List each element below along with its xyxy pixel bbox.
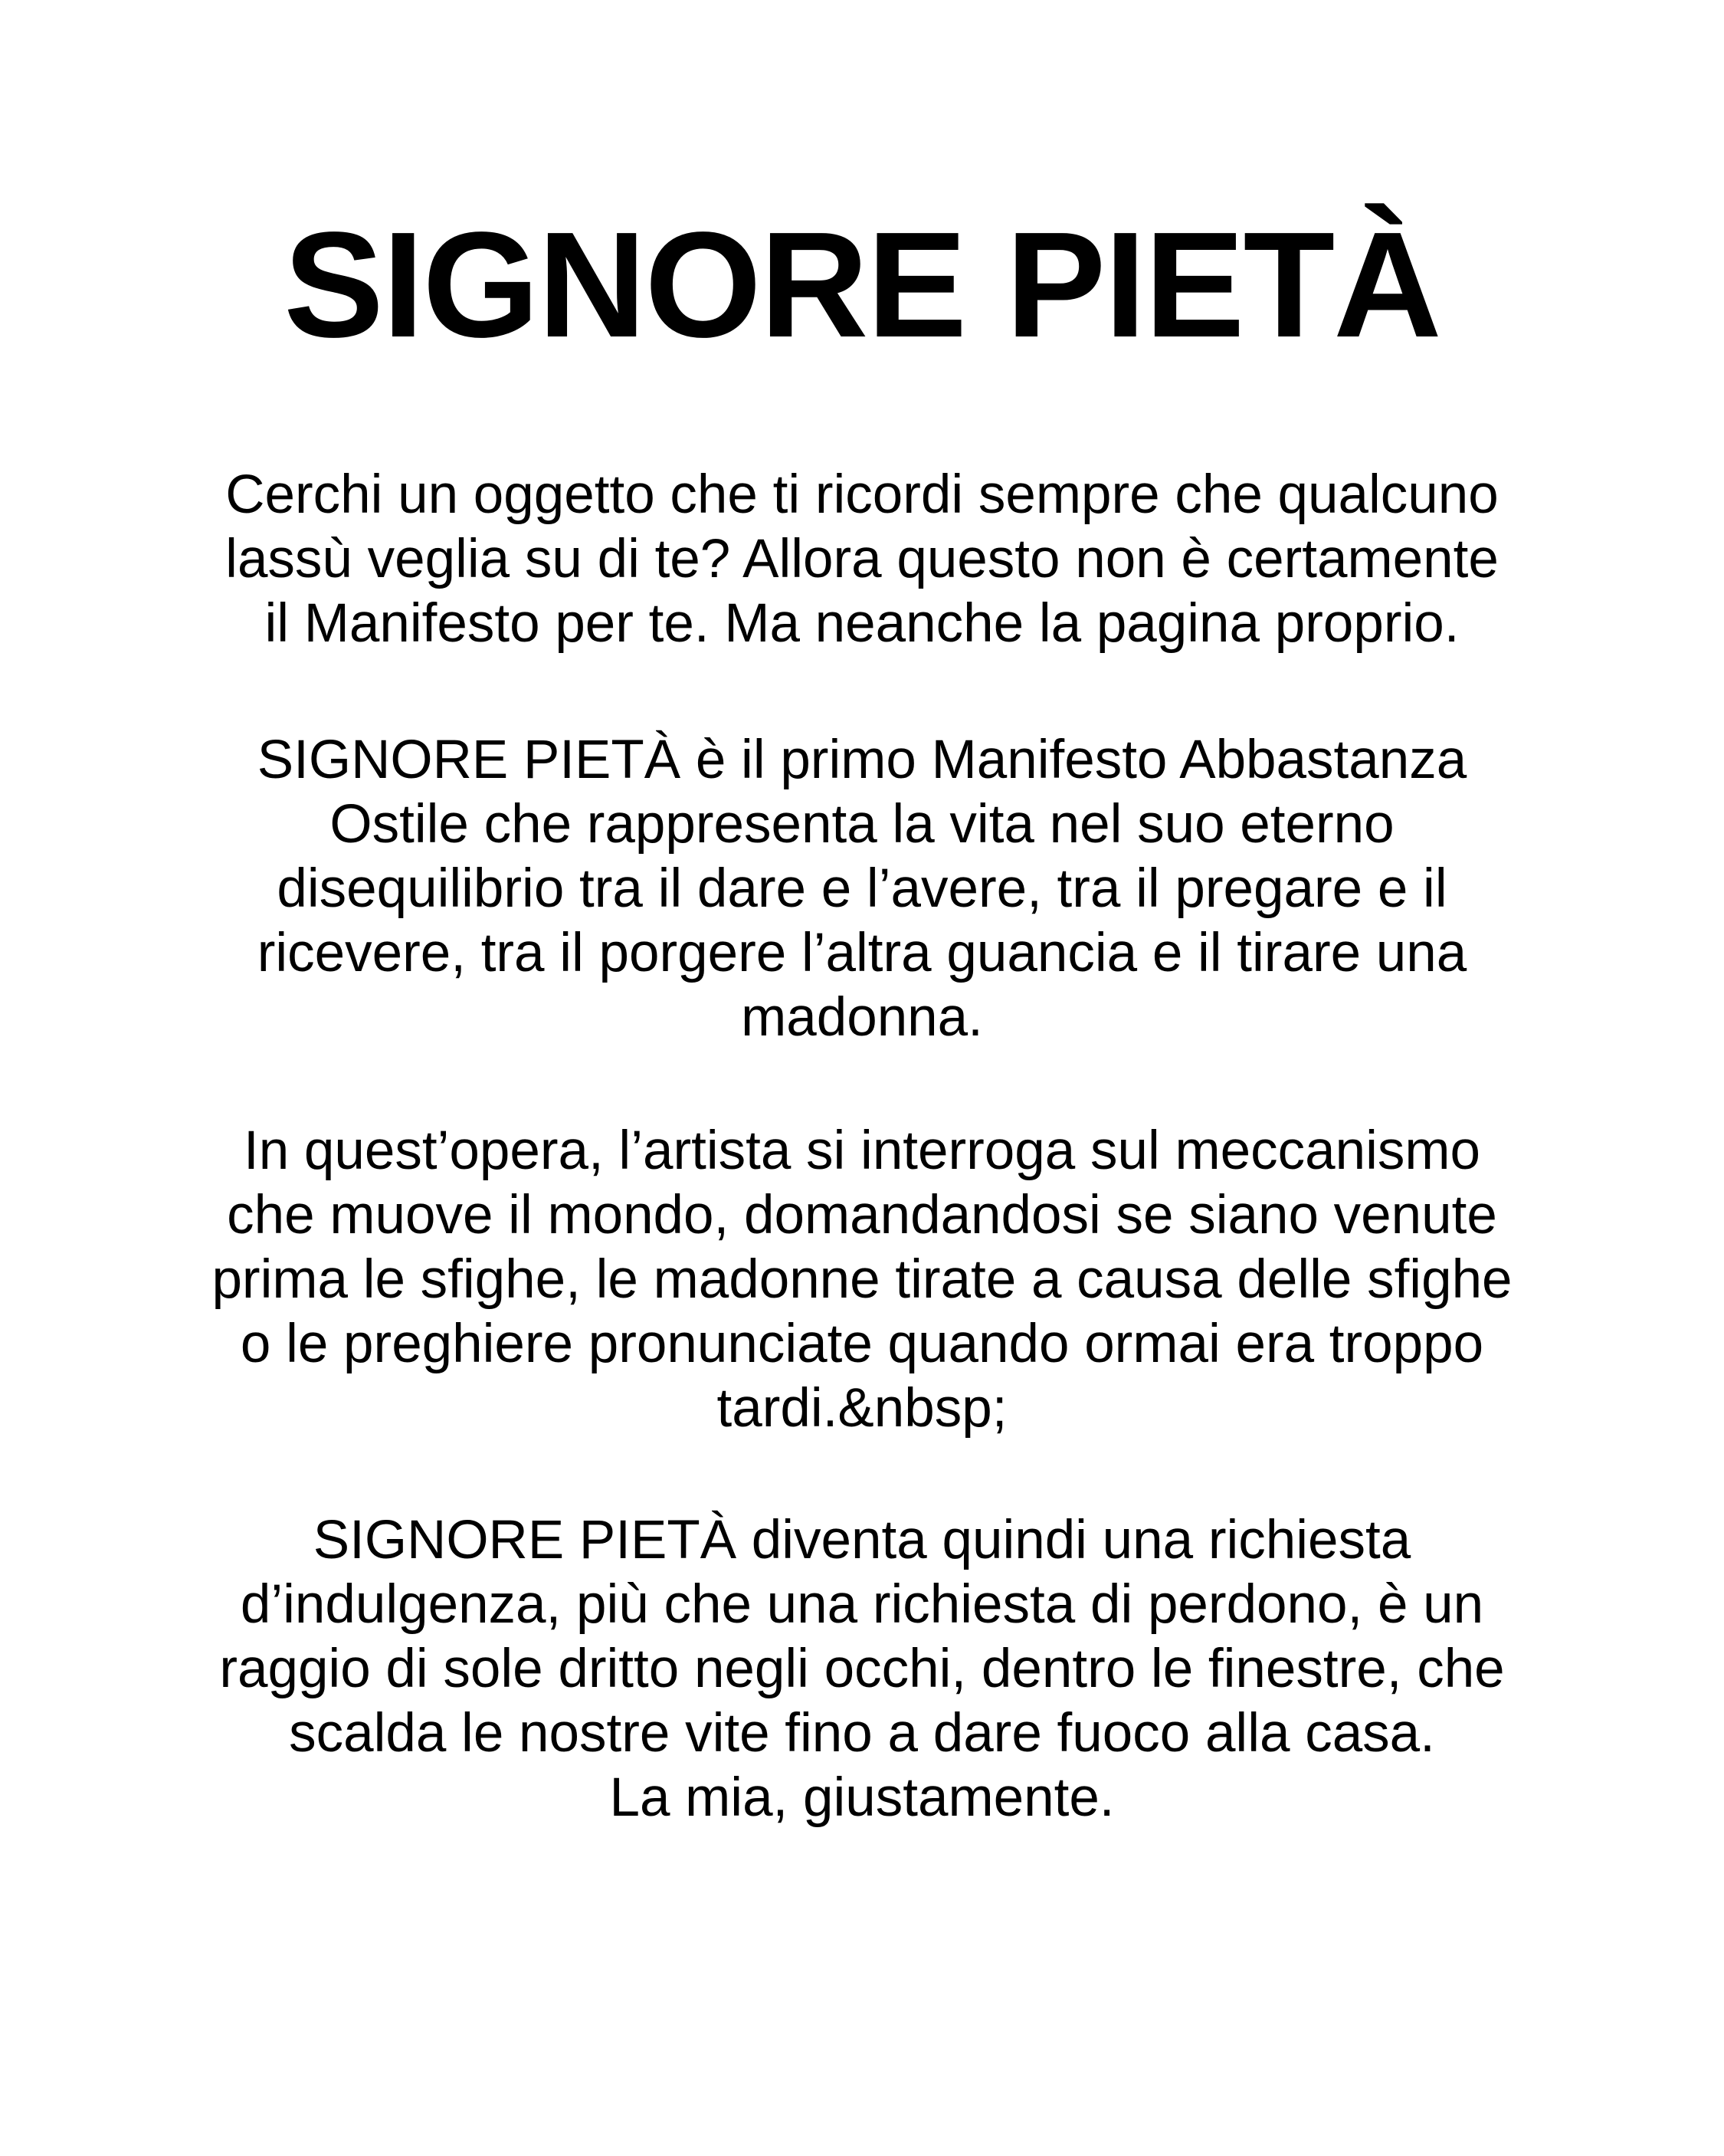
paragraph-line: che muove il mondo, domandandosi se siano venute — [227, 1185, 1497, 1245]
paragraph-line: raggio di sole dritto negli occhi, dentro le finestre, che — [219, 1639, 1505, 1699]
paragraph-artist — [46, 1119, 1678, 1441]
paragraph-line: disequilibrio tra il dare e l’avere, tra il pregare e il — [277, 858, 1447, 919]
paragraph-line: SIGNORE PIETÀ diventa quindi una richiesta — [313, 1510, 1411, 1570]
paragraph-line: Cerchi un oggetto che ti ricordi sempre che qualcuno — [225, 464, 1499, 525]
document-title: SIGNORE PIETÀ — [284, 201, 1440, 369]
paragraph-line: In quest’opera, l’artista si interroga sul meccanismo — [243, 1121, 1480, 1181]
paragraph-line: il Manifesto per te. Ma neanche la pagina proprio. — [264, 593, 1460, 654]
paragraph-line: d’indulgenza, più che una richiesta di perdono, è un — [240, 1574, 1484, 1635]
paragraph-line: tardi.&nbsp; — [716, 1378, 1008, 1439]
paragraph-line: La mia, giustamente. — [609, 1767, 1115, 1828]
paragraph-line: Ostile che rappresenta la vita nel suo eterno — [329, 794, 1395, 855]
paragraph-intro — [46, 463, 1678, 656]
paragraph-line: ricevere, tra il porgere l’altra guancia e il tirare una — [257, 923, 1467, 983]
paragraph-line: scalda le nostre vite fino a dare fuoco alla casa. — [289, 1703, 1435, 1764]
paragraph-line: lassù veglia su di te? Allora questo non è certamente — [225, 529, 1499, 589]
paragraph-line: prima le sfighe, le madonne tirate a causa delle sfighe — [211, 1249, 1513, 1310]
paragraph-conclusion — [46, 1508, 1678, 1830]
paragraph-description — [46, 728, 1678, 1050]
paragraph-line: SIGNORE PIETÀ è il primo Manifesto Abbastanza — [257, 730, 1467, 790]
paragraph-line: o le preghiere pronunciate quando ormai era troppo — [240, 1314, 1484, 1374]
paragraph-line: madonna. — [741, 987, 983, 1048]
